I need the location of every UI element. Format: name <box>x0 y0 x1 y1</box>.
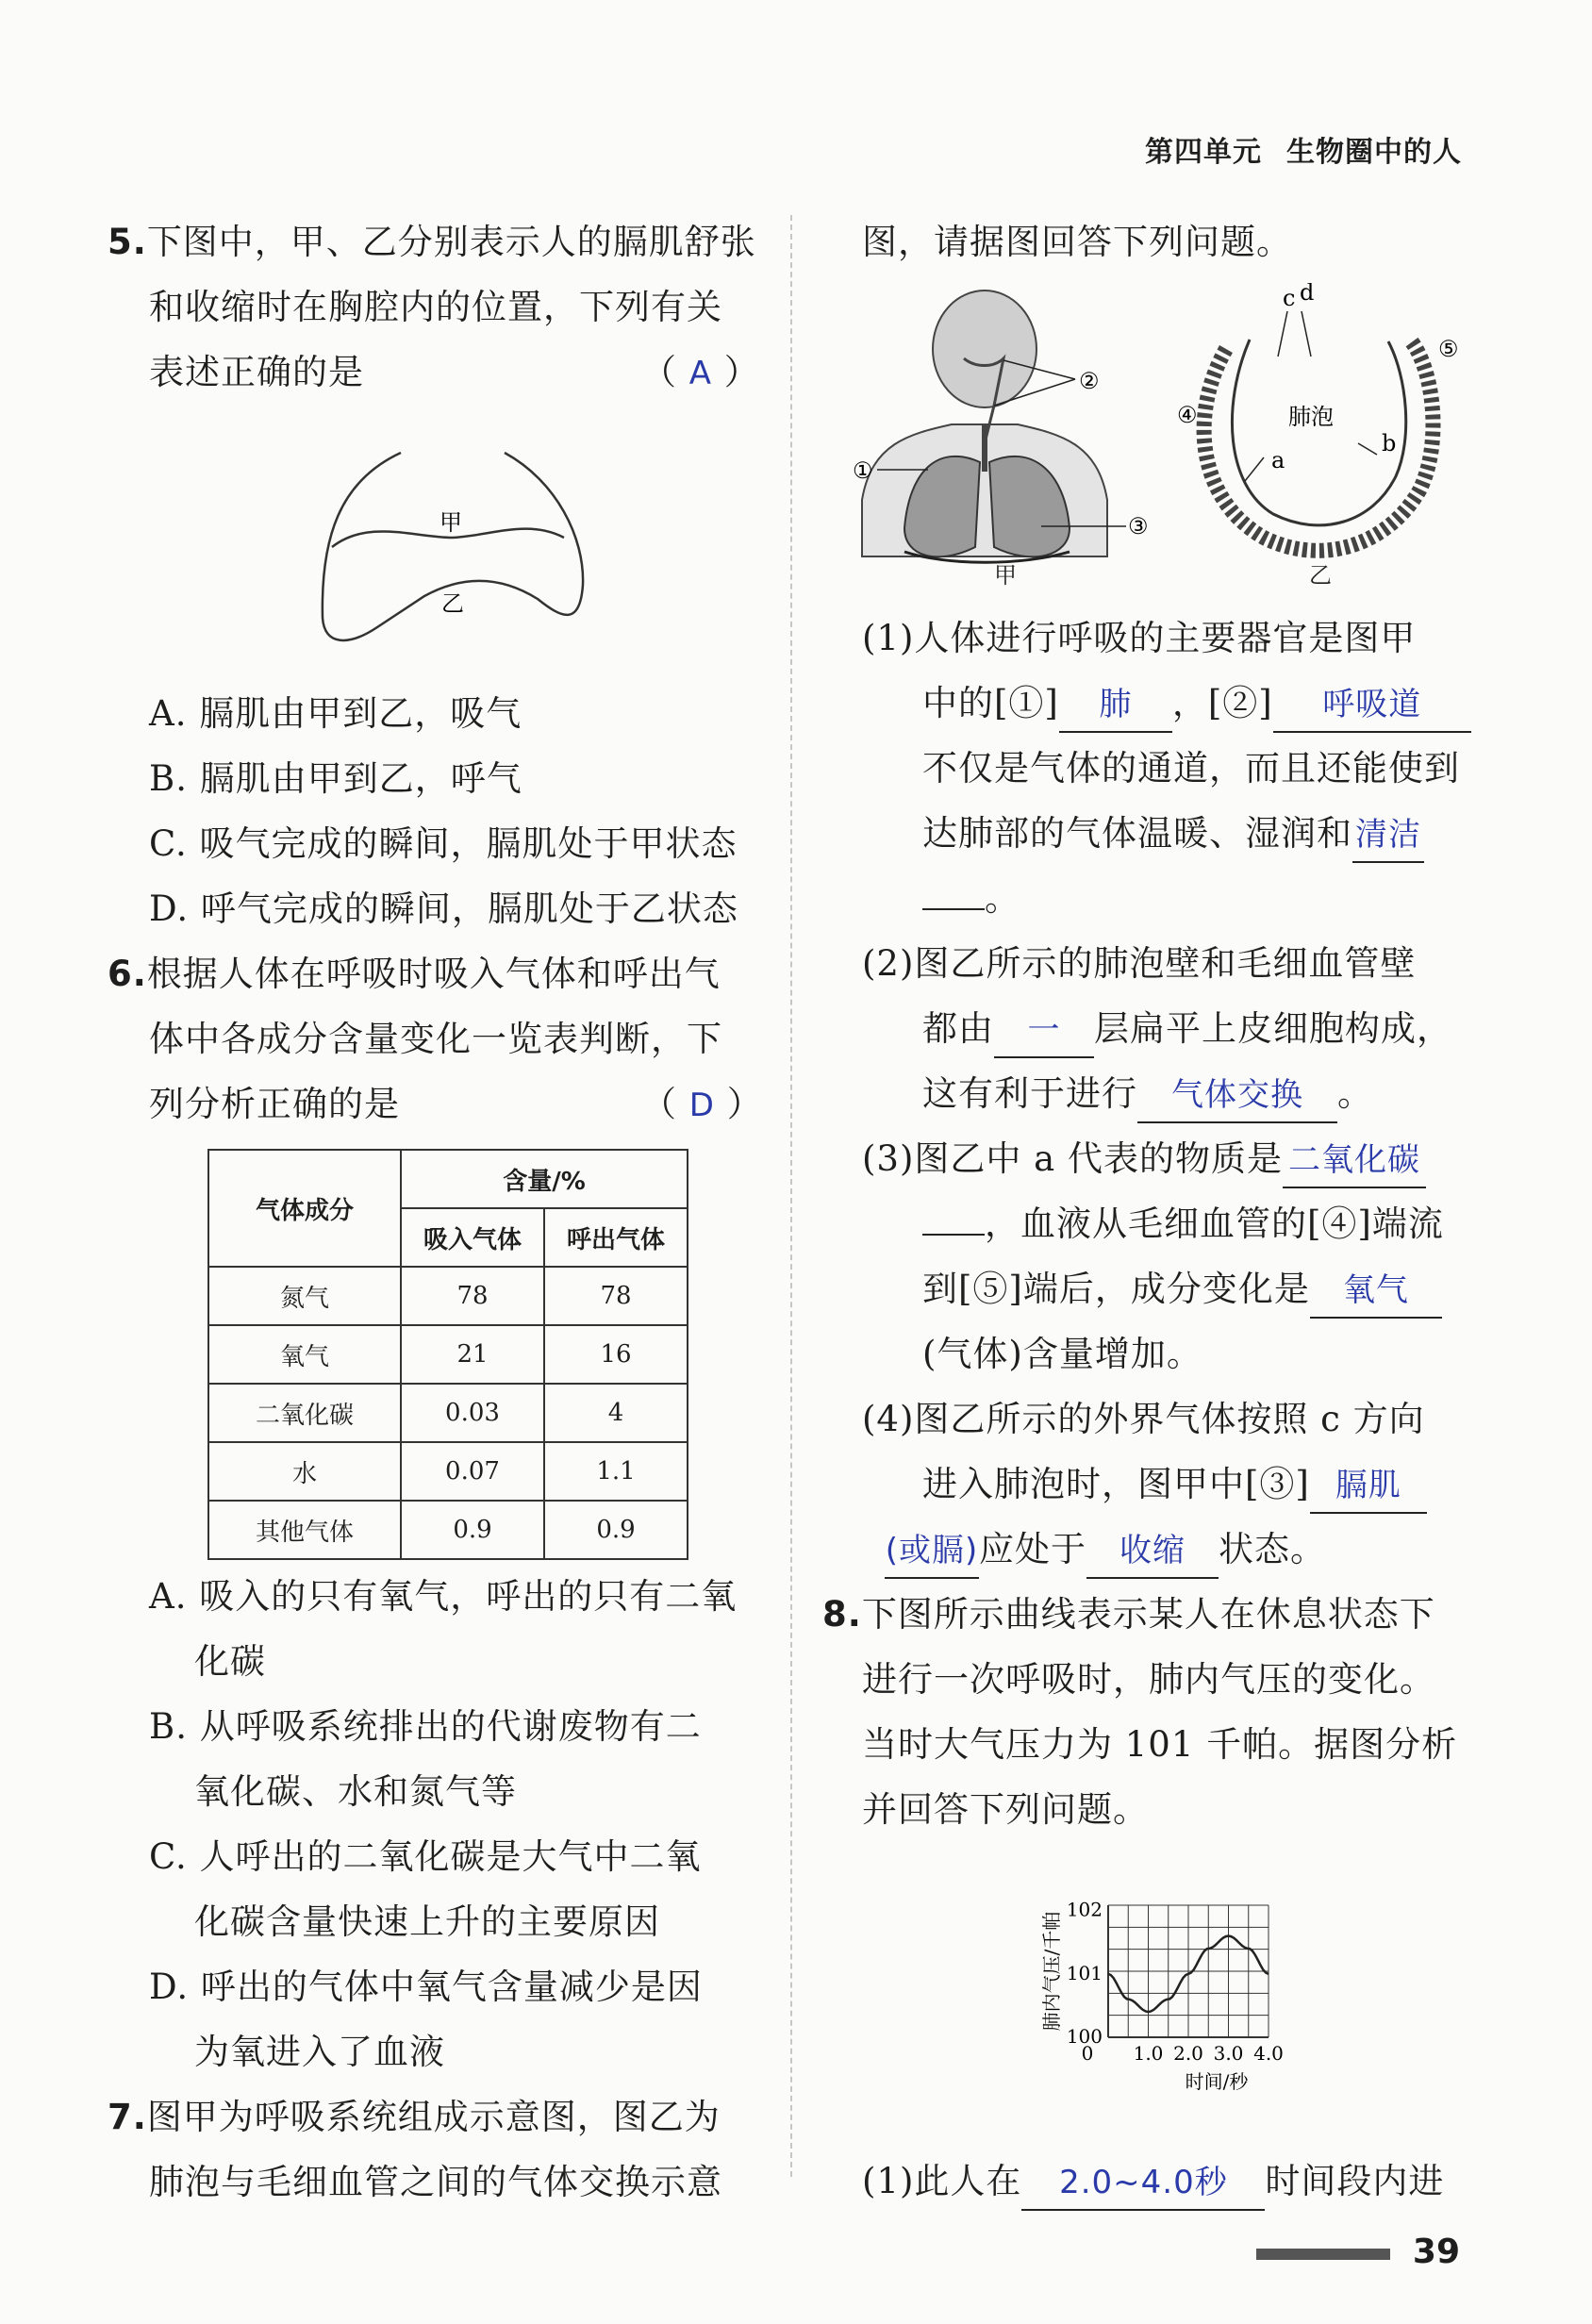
q7-s1-line-2: 中的[①] 肺 ，[②] 呼吸道 <box>922 671 1471 736</box>
page-bar <box>1256 2249 1390 2260</box>
q7-s3-line-2: ，血液从毛细血管的[④]端流 <box>922 1191 1444 1256</box>
arrow-c <box>1278 311 1287 357</box>
q7-s3-answer-2: 氧气 <box>1310 1264 1442 1319</box>
x-tick-label: 2.0 <box>1173 2042 1203 2065</box>
y-tick-label: 100 <box>1066 2025 1103 2048</box>
q6-option-b-1: B. 从呼吸系统排出的代谢废物有二 <box>149 1706 702 1747</box>
y-tick-label: 102 <box>1066 1898 1103 1921</box>
diaphragm-figure <box>311 443 585 660</box>
label-4: ④ <box>1177 402 1198 428</box>
label-yi: 乙 <box>441 590 464 617</box>
q6-line-1: 6.根据人体在呼吸时吸入气体和呼出气 <box>108 954 721 994</box>
q5-answer: A <box>688 355 713 392</box>
q8-line-3: 当时大气压力为 101 千帕。据图分析 <box>862 1724 1458 1765</box>
q6-option-d-1: D. 呼出的气体中氧气含量减少是因 <box>149 1967 703 2007</box>
col-content: 含量/% <box>401 1150 688 1208</box>
x-tick-label: 0 <box>1081 2042 1094 2065</box>
q7-s1-line-1: (1)人体进行呼吸的主要器官是图甲 <box>862 618 1417 658</box>
label-1: ① <box>853 457 873 484</box>
q7-s2-line-1: (2)图乙所示的肺泡壁和毛细血管壁 <box>862 943 1417 984</box>
q5-option-d: D. 呼气完成的瞬间，膈肌处于乙状态 <box>149 888 738 929</box>
q7-s4-answer-2: 收缩 <box>1086 1524 1219 1579</box>
column-divider <box>790 215 792 2177</box>
fig-jia-caption: 甲 <box>994 562 1017 589</box>
y-axis-label: 肺内气压/千帕 <box>1040 1911 1063 2032</box>
q7-s1-line-3: 不仅是气体的通道，而且还能使到 <box>922 748 1460 788</box>
q7-s2-line-2: 都由 一 层扁平上皮细胞构成， <box>922 996 1452 1061</box>
respiratory-system-figure <box>853 283 1164 594</box>
label-2: ② <box>1079 368 1100 394</box>
arrow-d <box>1302 311 1311 357</box>
table-row: 水 0.07 1.1 <box>208 1442 688 1501</box>
label-b: b <box>1382 430 1397 456</box>
q7-s3-line-1: (3)图乙中 a 代表的物质是 二氧化碳 <box>862 1126 1426 1191</box>
q7-line-3: 图，请据图回答下列问题。 <box>862 222 1292 262</box>
x-tick-label: 1.0 <box>1133 2042 1164 2065</box>
q6-answer: D <box>688 1087 715 1124</box>
head-shape <box>933 290 1036 407</box>
label-c: c <box>1283 285 1296 311</box>
y-tick-label: 101 <box>1066 1961 1103 1984</box>
q7-number: 7. <box>108 2097 147 2137</box>
q7-s2-answer-2: 气体交换 <box>1137 1069 1337 1123</box>
table-row: 其他气体 0.9 0.9 <box>208 1501 688 1559</box>
q7-line-2: 肺泡与毛细血管之间的气体交换示意 <box>149 2162 722 2202</box>
label-d: d <box>1300 283 1315 306</box>
q7-s4-line-3: (或膈)应处于 收缩 状态。 <box>885 1517 1326 1582</box>
alveolus-label: 肺泡 <box>1288 404 1334 430</box>
q7-s4-answer-1: 膈肌 <box>1310 1459 1427 1514</box>
x-axis-label: 时间/秒 <box>1185 2070 1249 2093</box>
q7-s4-line-1: (4)图乙所示的外界气体按照 c 方向 <box>862 1399 1425 1439</box>
q7-line-1: 7.图甲为呼吸系统组成示意图，图乙为 <box>108 2097 721 2137</box>
label-jia: 甲 <box>439 509 462 536</box>
q8-s1-answer-1: 2.0~4.0秒 <box>1021 2156 1265 2211</box>
label-5: ⑤ <box>1438 336 1459 362</box>
q6-option-c-2: 化碳含量快速上升的主要原因 <box>194 1901 660 1942</box>
q7-s1-line-5: 。 <box>922 866 1020 931</box>
q6-option-a-2: 化碳 <box>194 1641 266 1682</box>
alveolus-wall <box>1232 340 1405 525</box>
q7-s1-line-4: 达肺部的气体温暖、湿润和清洁 <box>922 801 1424 866</box>
q8-line-2: 进行一次呼吸时，肺内气压的变化。 <box>862 1659 1435 1700</box>
q8-s1-line-1: (1)此人在 2.0~4.0秒 时间段内进 <box>862 2149 1444 2214</box>
q8-line-4: 并回答下列问题。 <box>862 1789 1149 1830</box>
q5-line-2: 和收缩时在胸腔内的位置，下列有关 <box>149 287 722 327</box>
q6-option-d-2: 为氧进入了血液 <box>194 2032 445 2072</box>
col-exhaled: 呼出气体 <box>544 1208 688 1267</box>
unit-label: 第四单元 <box>1145 136 1262 169</box>
pressure-chart <box>1019 1877 1320 2113</box>
arrow-b <box>1358 443 1377 455</box>
q5-option-a: A. 膈肌由甲到乙，吸气 <box>149 693 522 734</box>
q7-s3-line-4: (气体)含量增加。 <box>922 1334 1202 1374</box>
q7-s1-answer-1: 肺 <box>1059 678 1172 733</box>
page-number: 39 <box>1412 2233 1460 2271</box>
q6-option-b-2: 氧化碳、水和氮气等 <box>194 1771 517 1812</box>
q7-s3-line-3: 到[⑤]端后，成分变化是 氧气 <box>922 1256 1442 1321</box>
q5-option-c: C. 吸气完成的瞬间，膈肌处于甲状态 <box>149 823 738 864</box>
q8-number: 8. <box>822 1594 862 1635</box>
label-3: ③ <box>1128 513 1149 540</box>
col-component: 气体成分 <box>208 1150 401 1267</box>
q6-answer-bracket: （ D ） <box>641 1084 763 1124</box>
label-a: a <box>1271 447 1285 473</box>
gas-table <box>207 1149 688 1560</box>
q5-line-3: 表述正确的是 <box>149 352 364 392</box>
q5-answer-bracket: （ A ） <box>641 352 760 392</box>
page-header <box>1145 128 1462 170</box>
q7-s3-answer-1: 二氧化碳 <box>1283 1134 1426 1188</box>
unit-title: 生物圈中的人 <box>1286 136 1462 169</box>
x-tick-label: 3.0 <box>1213 2042 1244 2065</box>
arrow-a <box>1245 457 1264 481</box>
q5-option-b: B. 膈肌由甲到乙，呼气 <box>149 758 522 799</box>
x-tick-label: 4.0 <box>1253 2042 1284 2065</box>
q5-line-1: 5.下图中，甲、乙分别表示人的膈肌舒张 <box>108 222 756 262</box>
q7-s4-line-2: 进入肺泡时，图甲中[③] 膈肌 <box>922 1452 1427 1517</box>
q7-s2-line-3: 这有利于进行 气体交换 。 <box>922 1061 1373 1126</box>
table-row: 氮气 78 78 <box>208 1267 688 1325</box>
table-row: 二氧化碳 0.03 4 <box>208 1384 688 1442</box>
q6-number: 6. <box>108 954 147 994</box>
q8-line-1: 8.下图所示曲线表示某人在休息状态下 <box>822 1594 1435 1635</box>
q6-line-2: 体中各成分含量变化一览表判断，下 <box>149 1019 722 1059</box>
q7-s1-answer-2: 呼吸道 <box>1273 678 1471 733</box>
col-inhaled: 吸入气体 <box>401 1208 544 1267</box>
fig-yi-caption: 乙 <box>1309 562 1332 589</box>
q7-s2-answer-1: 一 <box>994 1004 1094 1058</box>
q6-option-a-1: A. 吸入的只有氧气，呼出的只有二氧 <box>149 1576 738 1617</box>
q6-option-c-1: C. 人呼出的二氧化碳是大气中二氧 <box>149 1836 702 1877</box>
table-row: 氧气 21 16 <box>208 1325 688 1384</box>
alveolus-figure <box>1169 283 1471 585</box>
q7-s1-answer-3: 清洁 <box>1352 808 1424 863</box>
q7-s4-answer-1b: (或膈) <box>885 1524 979 1579</box>
q5-number: 5. <box>108 222 147 262</box>
q6-line-3: 列分析正确的是 <box>149 1084 400 1124</box>
